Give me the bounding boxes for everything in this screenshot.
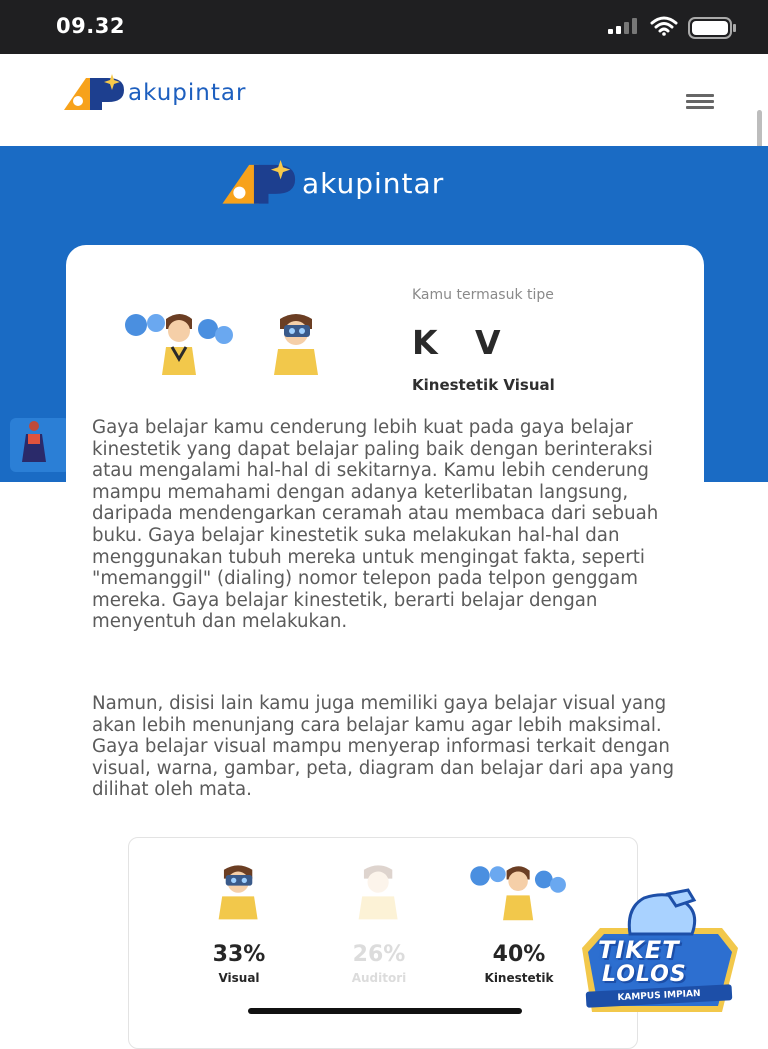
person-illustration-icon [10, 412, 70, 472]
result-type-name: Kinestetik Visual [412, 376, 555, 394]
visual-character-icon [262, 309, 332, 377]
status-time: 09.32 [56, 14, 125, 38]
menu-bar-icon [686, 94, 714, 97]
learning-style-percentages [128, 837, 638, 1049]
stat-percent: 40% [492, 942, 546, 967]
result-description-paragraph: Namun, disisi lain kamu juga memiliki gaya belajar visual yang akan lebih menunjang cara belajar kamu agar lebih maksimal. Gaya belajar visual mampu menyerap informasi terkait dengan visual, warna, gambar, peta, diagram dan belajar dari apa yang dilihat oleh mata. [92, 693, 675, 801]
kinesthetic-character-icon [122, 307, 238, 377]
promo-badge-tiket-lolos[interactable] [572, 888, 744, 1014]
home-indicator [248, 1008, 522, 1014]
cellular-signal-icon [608, 18, 640, 34]
brand-wordmark: akupintar [128, 80, 247, 106]
menu-bar-icon [686, 100, 714, 103]
stat-kinestetik [459, 838, 579, 985]
stat-auditori [319, 838, 439, 985]
promo-title-line1: TIKET [598, 936, 680, 964]
status-bar [0, 0, 768, 54]
result-summary [412, 287, 555, 394]
stat-percent: 26% [352, 942, 406, 967]
result-type-codes: K V [412, 323, 503, 362]
hamburger-menu-button[interactable] [686, 94, 714, 110]
stat-label: Visual [218, 971, 260, 985]
menu-bar-icon [686, 106, 714, 109]
logo-mark-icon [64, 74, 126, 112]
battery-icon [688, 17, 738, 39]
stat-percent: 33% [212, 942, 266, 967]
promo-subtitle: KAMPUS IMPIAN [586, 984, 733, 1008]
visual-character-icon [208, 860, 270, 922]
promo-title-line2: LOLOS [602, 962, 687, 987]
stat-visual [179, 838, 299, 985]
wifi-icon [650, 16, 678, 36]
hero-brand-wordmark: akupintar [302, 166, 445, 200]
result-description-paragraph: Gaya belajar kamu cenderung lebih kuat pada gaya belajar kinestetik yang dapat belajar paling baik dengan berinteraksi atau mengalami hal-hal di sekitarnya. Kamu lebih cenderung mampu memahami dengan adanya keterlibatan langsung, daripada mendengarkan ceramah atau membaca dari sebuah buku. Gaya belajar kinestetik suka melakukan hal-hal dan menggunakan tubuh mereka untuk mengingat fakta, seperti "memanggil" (dialing) nomor telepon pada telpon genggam mereka. Gaya belajar kinestetik, berarti belajar dengan menyentuh dan melakukan. [92, 417, 659, 633]
hero-logo [222, 160, 444, 206]
auditory-character-icon [348, 860, 410, 922]
site-header [0, 54, 768, 146]
header-logo[interactable] [64, 74, 246, 112]
result-intro-text: Kamu termasuk tipe [412, 287, 554, 303]
kinesthetic-character-icon [464, 860, 574, 922]
stat-label: Kinestetik [484, 971, 554, 985]
logo-mark-icon [222, 160, 298, 206]
stat-label: Auditori [351, 971, 407, 985]
